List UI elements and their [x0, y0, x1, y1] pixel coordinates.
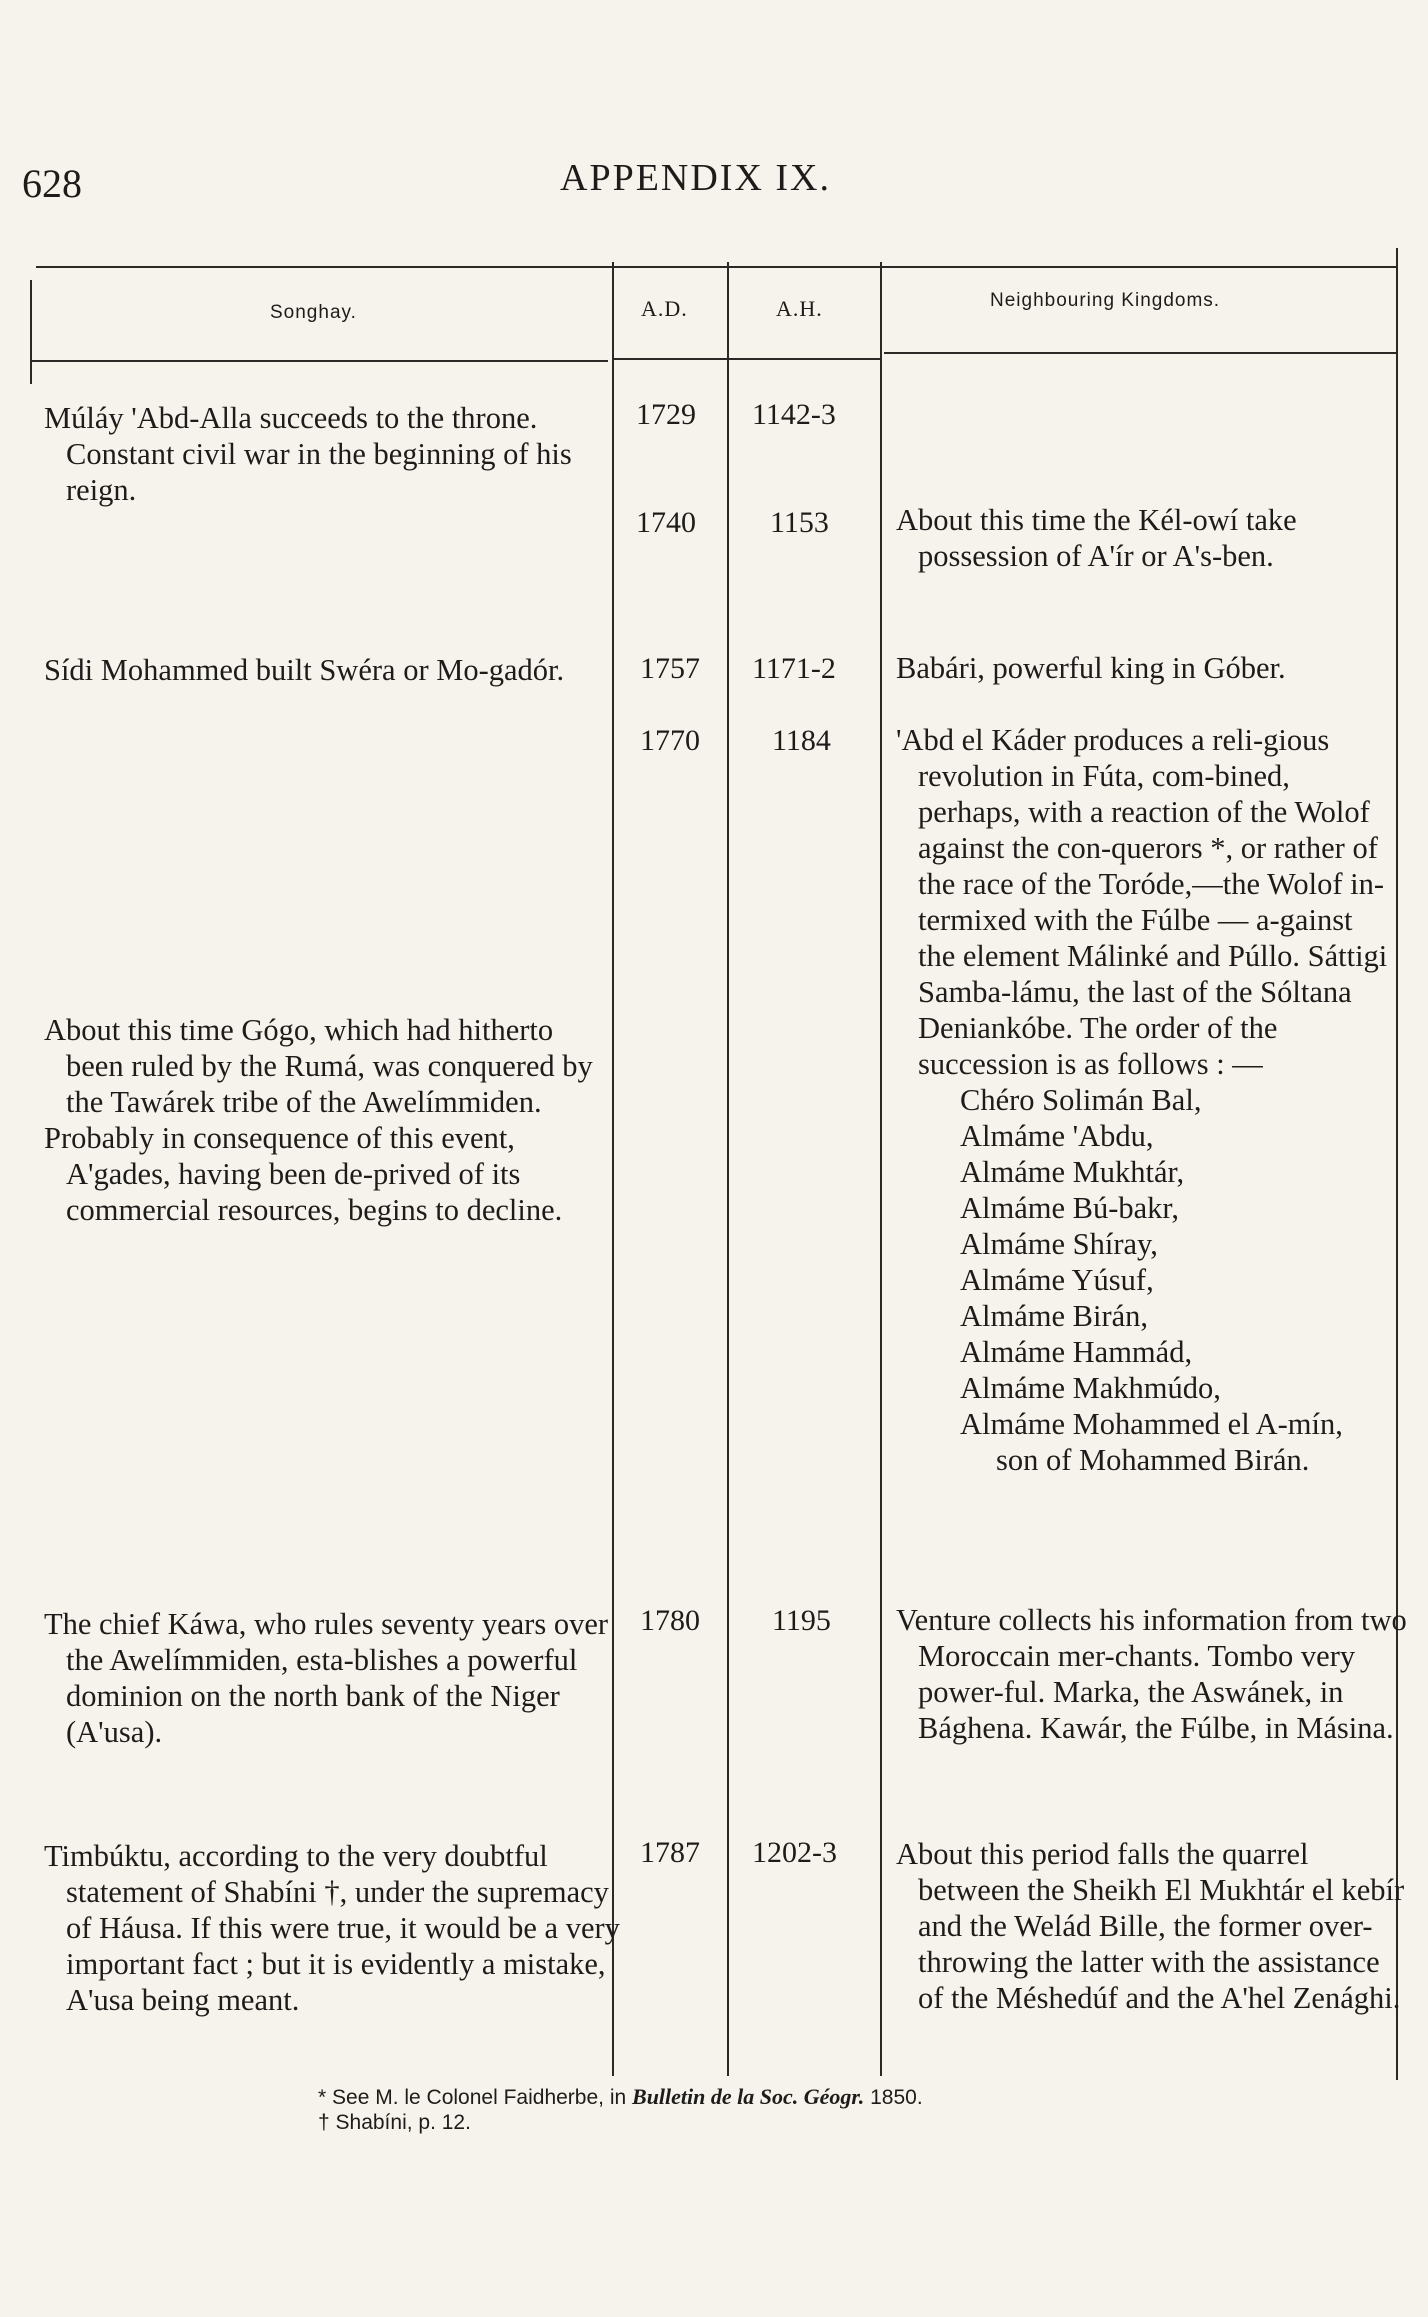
- ah-1770: 1184: [772, 724, 831, 757]
- header-ah: A.H.: [776, 296, 823, 321]
- page-title: APPENDIX IX.: [560, 157, 831, 199]
- ad-1740: 1740: [636, 506, 696, 539]
- header-songhay: Songhay.: [270, 302, 357, 323]
- list-item: Almáme Mohammed el A-mín, son of Mohammed Birán.: [960, 1407, 1343, 1477]
- songhay-entry-1770: About this time Gógo, which had hitherto been ruled by the Rumá, was conquered by the Tawárek tribe of the Awelímmiden. Probably in consequence of this event, A'gades, having been de-prived of its commercial resources, begins to decline.: [44, 1013, 593, 1227]
- table-top-rule: [36, 266, 1396, 268]
- footnote-shabini: † Shabíni, p. 12.: [318, 2111, 471, 2134]
- list-item: Almáme Birán,: [960, 1299, 1149, 1333]
- succession-list: [896, 1082, 1388, 1478]
- list-item: Almáme Mukhtár,: [960, 1155, 1185, 1189]
- songhay-entry-1780: The chief Káwa, who rules seventy years over the Awelímmiden, esta-blishes a powerful dominion on the north bank of the Niger (A'usa).: [44, 1607, 609, 1749]
- neighbouring-entry-1770: 'Abd el Káder produces a reli-gious revolution in Fúta, com-bined, perhaps, with a reaction of the Wolof against the con-querors *, or rather of the race of the Toróde,—the Wolof in-termixed with the Fúlbe — a-gainst the element Málinké and Púllo. Sáttigi Samba-lámu, the last of the Sóltana Deniankóbe. The order of the succession is as follows : — Chéro Solimán Bal, Almáme 'Abdu, Almáme Mukhtár, Almáme Bú-bakr, Almáme Shíray, Almáme Yúsuf, Almáme Birán, Almáme Hammád, Almáme Makhmúdo, Almáme Mohammed el A-mín, son of Mohammed Birán.: [896, 723, 1388, 1477]
- list-item: Almáme Makhmúdo,: [960, 1371, 1221, 1405]
- neighbouring-entry-1757: Babári, powerful king in Góber.: [896, 651, 1286, 685]
- neighbouring-entry-1780: Venture collects his information from two Moroccain mer-chants. Tombo very power-ful. Marka, the Aswánek, in Bághena. Kawár, the Fúlbe, in Másina.: [896, 1603, 1407, 1745]
- header-bottom-rule-mid: [612, 358, 880, 360]
- ah-1780: 1195: [772, 1604, 831, 1637]
- songhay-entry-1787: Timbúktu, according to the very doubtful statement of Shabíni †, under the supremacy of Háusa. If this were true, it would be a very important fact ; but it is evidently a mistake, A'usa being meant.: [44, 1839, 620, 2017]
- ad-1770: 1770: [640, 724, 700, 757]
- songhay-entry-1729: Múláy 'Abd-Alla succeeds to the throne. Constant civil war in the beginning of his reign.: [44, 401, 572, 507]
- ah-1757: 1171-2: [752, 652, 836, 685]
- neighbouring-entry-1740: About this time the Kél-owí take possession of A'ír or A's-ben.: [896, 503, 1297, 573]
- header-bottom-rule-left: [30, 360, 608, 362]
- neighbouring-entry-1787: About this period falls the quarrel between the Sheikh El Mukhtár el kebír and the Welád Bille, the former over-throwing the latter with the assistance of the Méshedúf and the A'hel Zenághi.: [896, 1837, 1405, 2015]
- songhay-entry-1757: Sídi Mohammed built Swéra or Mo-gadór.: [44, 653, 565, 687]
- ah-1740: 1153: [770, 506, 829, 539]
- header-ad: A.D.: [641, 296, 688, 321]
- footnote-year: 1850.: [864, 2086, 923, 2109]
- list-item: Almáme Hammád,: [960, 1335, 1193, 1369]
- col-rule-ah-neighbouring: [880, 262, 882, 2076]
- ad-1787: 1787: [640, 1836, 700, 1869]
- list-item: Almáme Bú-bakr,: [960, 1191, 1179, 1225]
- ad-1729: 1729: [636, 398, 696, 431]
- col-rule-songhay-ad: [612, 262, 614, 2076]
- col-rule-ad-ah: [727, 262, 729, 2076]
- ad-1780: 1780: [640, 1604, 700, 1637]
- header-bottom-rule-right: [884, 352, 1396, 354]
- col-rule-left: [30, 280, 32, 384]
- ah-1729: 1142-3: [752, 398, 836, 431]
- footnote-faidherbe: [318, 2084, 923, 2111]
- list-item: Almáme 'Abdu,: [960, 1119, 1154, 1153]
- header-neighbouring: Neighbouring Kingdoms.: [990, 290, 1221, 311]
- list-item: Chéro Solimán Bal,: [960, 1083, 1202, 1117]
- list-item: Almáme Yúsuf,: [960, 1263, 1154, 1297]
- list-item: Almáme Shíray,: [960, 1227, 1158, 1261]
- page-number: 628: [22, 161, 82, 206]
- ad-1757: 1757: [640, 652, 700, 685]
- footnote-journal-title: Bulletin de la Soc. Géogr.: [632, 2084, 865, 2109]
- footnote-text: * See M. le Colonel Faidherbe, in: [318, 2086, 633, 2109]
- ah-1787: 1202-3: [752, 1836, 837, 1869]
